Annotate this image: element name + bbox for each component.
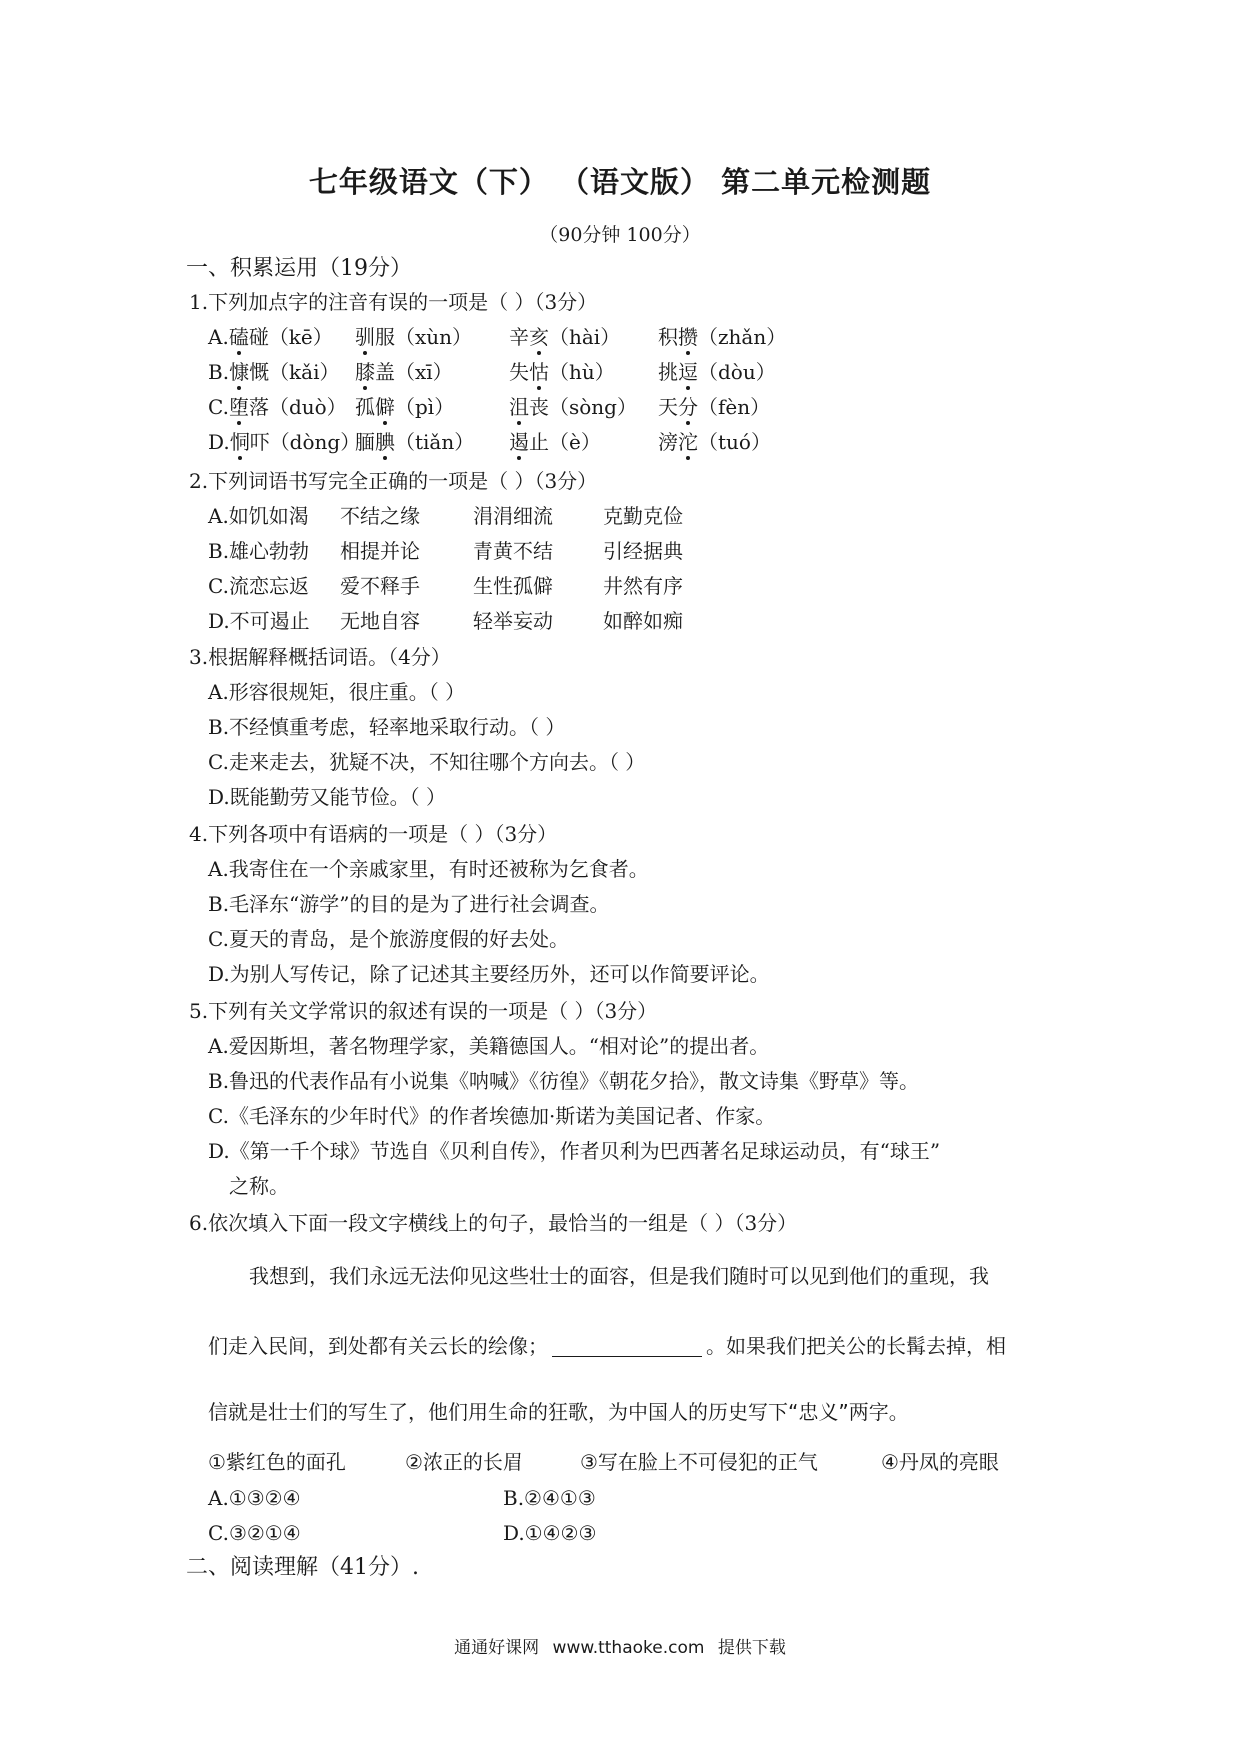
passage-line-2b: 。如果我们把关公的长髯去掉，相 [706,1334,1006,1358]
section-heading-2: 二、阅读理解（41分）. [186,1555,419,1580]
pinyin: （tiǎn） [395,430,475,454]
plain-char: 止 [529,430,549,454]
pinyin-item [208,427,360,457]
choice-1: ①紫红色的面孔 [208,1450,346,1474]
pinyin: （dòu） [698,360,776,384]
question-3-option-c: C.走来走去，犹疑不决，不知往哪个方向去。（ ） [208,750,646,774]
pinyin: （fèn） [698,395,771,419]
page-title: 七年级语文（下） （语文版） 第二单元检测题 [308,165,932,199]
word [229,360,269,384]
pinyin: （xī） [395,360,453,384]
choice-2: ②浓正的长眉 [405,1450,523,1474]
plain-char: 积 [658,325,678,349]
choice-4: ④丹凤的亮眼 [881,1450,999,1474]
pinyin: （hài） [549,325,621,349]
footer-note: 提供下载 [717,1638,786,1658]
question-1-stem: 1.下列加点字的注音有误的一项是（ ）（3分） [189,290,598,314]
word [509,395,549,419]
dotted-char: 分 [678,392,698,422]
pinyin: （duò） [268,395,347,419]
word-item: 井然有序 [603,574,683,598]
dotted-char: 堕 [229,392,249,422]
word-item: 引经据典 [603,539,683,563]
word-item: 涓涓细流 [473,504,553,528]
passage-line-1: 我想到，我们永远无法仰见这些壮士的面容，但是我们随时可以见到他们的重现，我 [249,1264,989,1288]
question-6-option-c: C.③②①④ [208,1521,301,1545]
pinyin-item [658,322,786,352]
dotted-char: 沮 [509,392,529,422]
question-6-option-b: B.②④①③ [503,1486,596,1510]
word-item: 相提并论 [340,539,420,563]
pinyin-item [509,392,637,422]
plain-char: 落 [248,395,269,419]
answer-blank[interactable] [552,1334,702,1357]
dotted-char: 恫 [230,427,250,457]
plain-char: 丧 [529,395,549,419]
plain-char: 天 [658,395,678,419]
question-4-option-b: B.毛泽东“游学”的目的是为了进行社会调查。 [208,892,610,916]
question-5-option-c: C.《毛泽东的少年时代》的作者埃德加·斯诺为美国记者、作家。 [208,1104,776,1128]
exam-duration-score: （90分钟 100分） [539,224,701,246]
plain-char: 滂 [658,430,678,454]
plain-char: 慨 [249,360,270,384]
question-4-option-c: C.夏天的青岛，是个旅游度假的好去处。 [208,927,569,951]
pinyin-item [355,392,454,422]
question-5-option-d: D.《第一千个球》节选自《贝利自传》，作者贝利为巴西著名足球运动员，有“球王” [208,1139,941,1163]
plain-char: 挑 [658,360,678,384]
word-item: 轻举妄动 [473,609,553,633]
pinyin-item [208,392,347,422]
plain-char: 服 [375,325,395,349]
question-6-option-a: A.①③②④ [208,1486,301,1510]
word [230,430,270,454]
word [355,395,395,419]
dotted-char: 攒 [678,322,698,352]
footer [0,1633,1240,1658]
dotted-char: 慷 [229,357,249,387]
dotted-char: 膝 [355,357,375,387]
plain-char: 失 [509,360,529,384]
question-3-option-b: B.不经慎重考虑，轻率地采取行动。（ ） [208,715,566,739]
option-label: A. [208,325,229,349]
pinyin: （è） [549,430,601,454]
word [355,430,395,454]
question-5-stem: 5.下列有关文学常识的叙述有误的一项是（ ）（3分） [189,999,658,1023]
word-item: 生性孤僻 [473,574,553,598]
word [355,325,395,349]
dotted-char: 沱 [678,427,698,457]
pinyin: （kǎi） [269,360,340,384]
word-item: 爱不释手 [340,574,420,598]
pinyin-item [355,427,474,457]
question-6-option-d: D.①④②③ [503,1521,597,1545]
word [355,360,395,384]
pinyin: （tuó） [698,430,771,454]
question-6-stem: 6.依次填入下面一段文字横线上的句子，最恰当的一组是（ ）（3分） [189,1211,798,1235]
dotted-char: 腆 [375,427,395,457]
word [658,395,698,419]
word-item: 无地自容 [340,609,420,633]
plain-char: 盖 [375,360,395,384]
word-item: B.雄心勃勃 [208,539,310,563]
plain-char: 辛 [509,325,529,349]
passage-line-2 [208,1331,1006,1361]
question-3-stem: 3.根据解释概括词语。（4分） [189,645,451,669]
word [509,360,549,384]
pinyin-item [509,357,615,387]
question-4-option-a: A.我寄住在一个亲戚家里，有时还被称为乞食者。 [208,857,649,881]
word-item: 青黄不结 [473,539,553,563]
passage-line-3: 信就是壮士们的写生了，他们用生命的狂歌，为中国人的历史写下“忠义”两字。 [208,1400,909,1424]
footer-site: 通通好课网 [454,1638,540,1658]
word [229,395,269,419]
pinyin-item [658,357,776,387]
pinyin: （zhǎn） [698,325,787,349]
question-4-option-d: D.为别人写传记，除了记述其主要经历外，还可以作简要评论。 [208,962,770,986]
plain-char: 孤 [355,395,375,419]
dotted-char: 亥 [529,322,549,352]
dotted-char: 逗 [678,357,698,387]
pinyin: （hù） [549,360,615,384]
dotted-char: 僻 [375,392,395,422]
word [229,325,269,349]
option-label: B. [208,360,230,384]
pinyin-item [208,357,340,387]
footer-url[interactable]: www.tthaoke.com [552,1638,705,1658]
question-2-stem: 2.下列词语书写完全正确的一项是（ ）（3分） [189,469,598,493]
word-item: C.流恋忘返 [208,574,309,598]
word [658,325,698,349]
option-label: D. [208,430,230,454]
choice-3: ③写在脸上不可侵犯的正气 [580,1450,818,1474]
question-5-option-a: A.爱因斯坦，著名物理学家，美籍德国人。“相对论”的提出者。 [208,1034,770,1058]
passage-line-2a: 们走入民间，到处都有关云长的绘像； [208,1334,548,1358]
word-item: D.不可遏止 [208,609,310,633]
pinyin: （sòng） [549,395,637,419]
pinyin-item [658,392,770,422]
dotted-char: 遏 [509,427,529,457]
option-label: C. [208,395,229,419]
pinyin-item [208,322,333,352]
word [509,325,549,349]
question-4-stem: 4.下列各项中有语病的一项是（ ）（3分） [189,822,558,846]
pinyin-item [355,322,472,352]
section-heading-1: 一、积累运用（19分） [186,256,412,281]
pinyin-item [355,357,453,387]
word-item: 如醉如痴 [603,609,683,633]
dotted-char: 驯 [355,322,375,352]
word [658,360,698,384]
question-5-option-d-cont: 之称。 [229,1174,289,1198]
question-5-option-b: B.鲁迅的代表作品有小说集《呐喊》《彷徨》《朝花夕拾》，散文诗集《野草》等。 [208,1069,920,1093]
word [509,430,549,454]
pinyin: （pì） [395,395,455,419]
pinyin-item [509,427,601,457]
pinyin-item [658,427,771,457]
question-3-option-a: A.形容很规矩，很庄重。（ ） [208,680,466,704]
question-3-option-d: D.既能勤劳又能节俭。（ ） [208,785,447,809]
pinyin: （dòng） [269,430,361,454]
plain-char: 腼 [355,430,375,454]
pinyin-item [509,322,620,352]
pinyin: （kē） [268,325,333,349]
word-item: 不结之缘 [340,504,420,528]
word [658,430,698,454]
dotted-char: 怙 [529,357,549,387]
plain-char: 碰 [248,325,269,349]
dotted-char: 磕 [229,322,249,352]
word-item: A.如饥如渴 [208,504,309,528]
pinyin: （xùn） [395,325,473,349]
plain-char: 吓 [249,430,270,454]
word-item: 克勤克俭 [603,504,683,528]
